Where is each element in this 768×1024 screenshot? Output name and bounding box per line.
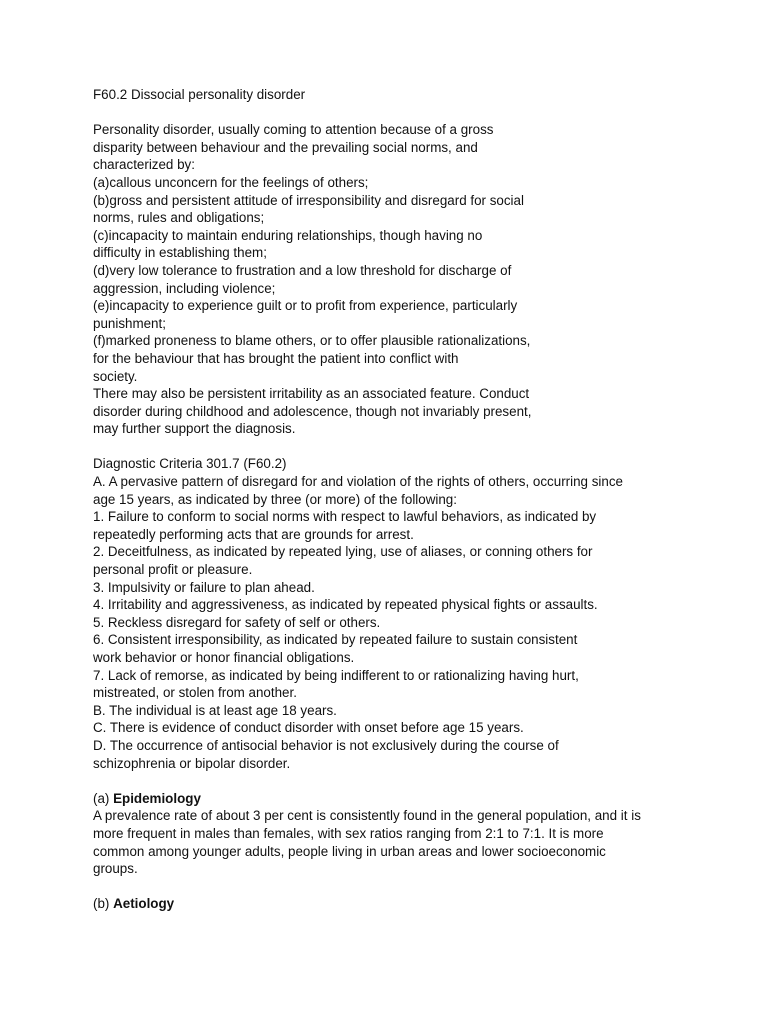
text-line: more frequent in males than females, with sex ratios ranging from 2:1 to 7:1. It is more — [93, 825, 604, 841]
criteria-line: 2. Deceitfulness, as indicated by repeated lying, use of aliases, or conning others for — [93, 544, 593, 560]
diagnostic-criteria — [93, 455, 693, 772]
text-line: aggression, including violence; — [93, 280, 276, 296]
criteria-line: mistreated, or stolen from another. — [93, 685, 297, 701]
spacer — [93, 772, 693, 790]
criteria-line: A. A pervasive pattern of disregard for and violation of the rights of others, occurring since — [93, 474, 623, 490]
text-line: (b)gross and persistent attitude of irresponsibility and disregard for social — [93, 192, 524, 208]
icd-description — [93, 121, 693, 438]
criteria-line: Diagnostic Criteria 301.7 (F60.2) — [93, 456, 287, 472]
text-line: society. — [93, 368, 138, 384]
criteria-line: 6. Consistent irresponsibility, as indicated by repeated failure to sustain consistent — [93, 632, 578, 648]
text-line: characterized by: — [93, 157, 195, 173]
criteria-line: work behavior or honor financial obligations. — [93, 650, 355, 665]
criteria-line: 4. Irritability and aggressiveness, as indicated by repeated physical fights or assaults. — [93, 597, 598, 613]
spacer — [93, 878, 693, 896]
criteria-line: C. There is evidence of conduct disorder with onset before age 15 years. — [93, 720, 524, 736]
text-line: (d)very low tolerance to frustration and a low threshold for discharge of — [93, 262, 512, 278]
criteria-line: schizophrenia or bipolar disorder. — [93, 755, 291, 771]
criteria-line: D. The occurrence of antisocial behavior is not exclusively during the course of — [93, 737, 559, 753]
criteria-line: repeatedly performing acts that are grounds for arrest. — [93, 526, 414, 542]
text-line: Personality disorder, usually coming to attention because of a gross — [93, 122, 494, 138]
text-line: for the behaviour that has brought the patient into conflict with — [93, 350, 459, 366]
criteria-line: 3. Impulsivity or failure to plan ahead. — [93, 579, 315, 595]
spacer — [93, 438, 693, 456]
text-line: A prevalence rate of about 3 per cent is consistently found in the general population, and it is — [93, 808, 641, 824]
aetiology-heading: Aetiology — [113, 896, 175, 912]
criteria-line: 7. Lack of remorse, as indicated by being indifferent to or rationalizing having hurt, — [93, 667, 579, 683]
text-line: groups. — [93, 861, 138, 877]
epidemiology-heading-line — [93, 790, 693, 808]
text-line: common among younger adults, people living in urban areas and lower socioeconomic — [93, 843, 606, 859]
criteria-line: 5. Reckless disregard for safety of self or others. — [93, 614, 381, 630]
text-line: There may also be persistent irritability as an associated feature. Conduct — [93, 386, 530, 402]
epidemiology-prefix: (a) — [93, 790, 114, 806]
text-line: difficulty in establishing them; — [93, 245, 267, 261]
aetiology-heading-line — [93, 895, 693, 913]
criteria-line: personal profit or pleasure. — [93, 562, 253, 578]
text-line: (f)marked proneness to blame others, or to offer plausible rationalizations, — [93, 333, 531, 349]
text-line: (a)callous unconcern for the feelings of others; — [93, 174, 369, 190]
text-line: may further support the diagnosis. — [93, 421, 296, 437]
text-line: (c)incapacity to maintain enduring relationships, though having no — [93, 227, 483, 243]
text-line: disorder during childhood and adolescence, though not invariably present, — [93, 403, 532, 419]
epidemiology-heading: Epidemiology — [113, 790, 201, 806]
text-line: (e)incapacity to experience guilt or to profit from experience, particularly — [93, 298, 518, 314]
epidemiology-text — [93, 807, 693, 877]
document-page — [93, 86, 693, 913]
spacer — [93, 104, 693, 122]
criteria-line: 1. Failure to conform to social norms with respect to lawful behaviors, as indicated by — [93, 509, 597, 525]
page-title: F60.2 Dissocial personality disorder — [93, 87, 306, 102]
aetiology-prefix: (b) — [93, 896, 114, 912]
text-line: disparity between behaviour and the prevailing social norms, and — [93, 139, 478, 155]
text-line: punishment; — [93, 315, 166, 331]
text-line: norms, rules and obligations; — [93, 210, 265, 226]
criteria-line: age 15 years, as indicated by three (or more) of the following: — [93, 491, 457, 507]
criteria-line: B. The individual is at least age 18 years. — [93, 702, 337, 718]
